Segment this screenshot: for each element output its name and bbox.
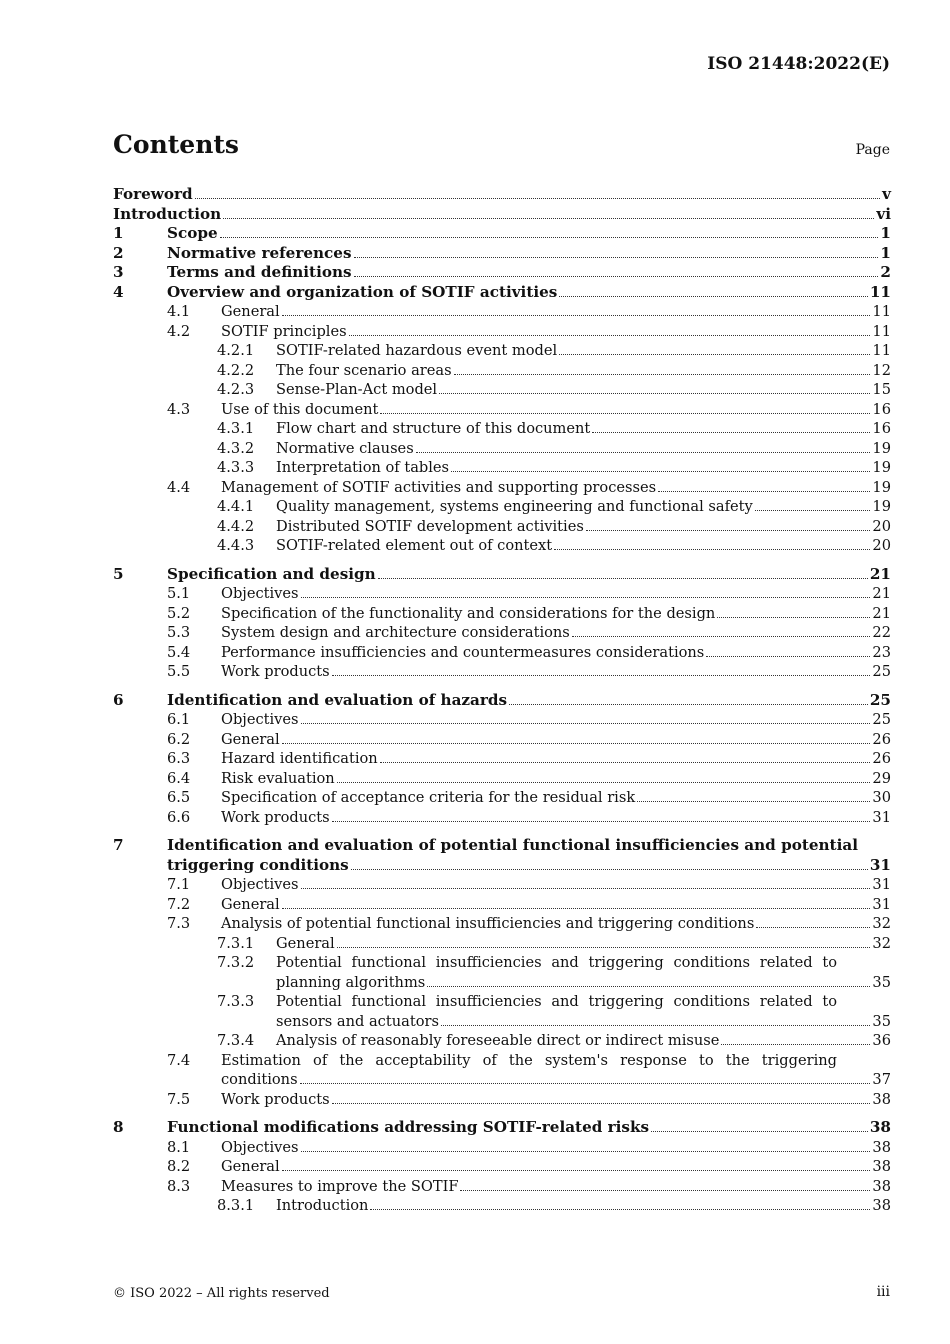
toc-entry-page: 19 [872, 478, 891, 496]
toc-entry-page: v [882, 185, 891, 203]
toc-entry-number: 4 [113, 282, 124, 301]
toc-entry-page: vi [876, 204, 891, 223]
toc-entry-page: 2 [880, 263, 891, 281]
dot-leader [380, 762, 871, 763]
toc-entry-number: 5.4 [167, 643, 191, 661]
toc-entry-number: 4.2 [167, 322, 191, 340]
dot-leader [301, 723, 871, 724]
toc-entry-title: Work products [221, 663, 330, 680]
toc-entry-row [221, 1090, 891, 1110]
toc-entry-row [276, 536, 891, 556]
toc-entry-page: 21 [872, 604, 891, 622]
toc-entry-page: 15 [872, 381, 891, 398]
toc-entry[interactable] [113, 1051, 891, 1071]
toc-entry-page: 29 [872, 769, 891, 787]
toc-entry-number: 7.3.3 [217, 993, 255, 1010]
toc-entry[interactable] [113, 1196, 891, 1216]
toc-entry-title: Introduction [276, 1197, 369, 1214]
dot-leader [658, 491, 870, 492]
toc-entry-page: 16 [872, 400, 891, 418]
toc-entry-number: 6.3 [167, 750, 191, 767]
toc-entry-number: 6.5 [167, 789, 191, 806]
toc-entry-row [221, 875, 891, 895]
toc-entry-page: 35 [872, 1012, 891, 1030]
toc-entry-number: 1 [113, 224, 124, 242]
toc-entry-page: 11 [872, 322, 891, 340]
toc-entry[interactable] [113, 1138, 891, 1158]
toc-entry-title-continued: triggering conditions [167, 855, 349, 874]
toc-entry-number: 7.2 [167, 895, 191, 913]
toc-entry-row [221, 302, 891, 322]
dot-leader [195, 198, 881, 199]
toc-entry-page: 31 [869, 855, 891, 874]
page-column-label: Page [855, 142, 890, 158]
toc-entry-row [221, 914, 891, 934]
toc-entry[interactable] [113, 497, 891, 517]
toc-entry-title: General [276, 934, 335, 952]
toc-entry-number: 8 [113, 1118, 124, 1136]
toc-entry-page: 21 [872, 585, 891, 602]
toc-entry-row [221, 322, 891, 342]
toc-entry-number: 4.4 [167, 478, 191, 496]
toc-entry-page: 36 [872, 1032, 891, 1049]
toc-entry[interactable] [113, 710, 891, 730]
toc-entry-number: 6.6 [167, 808, 191, 826]
toc-entry-page: 38 [872, 1158, 891, 1175]
toc-entry-title: SOTIF-related hazardous event model [276, 342, 558, 359]
toc-entry-title: General [221, 730, 280, 748]
toc-entry-title: Analysis of reasonably foreseeable direct or indirect misuse [276, 1032, 720, 1049]
toc-entry-row [221, 769, 891, 789]
toc-entry[interactable] [113, 836, 891, 856]
toc-entry-row [167, 856, 891, 876]
toc-entry[interactable] [113, 1070, 891, 1090]
toc-entry-page: 38 [872, 1090, 891, 1108]
dot-leader [441, 1025, 870, 1026]
footer-page-number: iii [876, 1284, 890, 1300]
toc-entry-number: 4.3.1 [217, 420, 255, 437]
toc-entry[interactable] [113, 1031, 891, 1051]
dot-leader [439, 393, 870, 394]
toc-entry-page: 22 [872, 624, 891, 641]
toc-entry-row [221, 400, 891, 420]
toc-entry[interactable] [113, 604, 891, 624]
toc-entry-page: 12 [872, 361, 891, 379]
toc-entry-row [276, 497, 891, 517]
toc-entry[interactable] [113, 953, 891, 973]
toc-entry[interactable] [113, 1157, 891, 1177]
table-of-contents [113, 185, 891, 1216]
toc-entry-row [276, 380, 891, 400]
toc-entry-number: 8.1 [167, 1138, 191, 1156]
toc-entry-title: The four scenario areas [276, 361, 452, 379]
toc-entry-row [113, 185, 891, 205]
toc-entry[interactable] [113, 875, 891, 895]
toc-entry-row [276, 973, 891, 993]
toc-entry-page: 26 [872, 750, 891, 767]
dot-leader [427, 986, 870, 987]
toc-entry-page: 38 [869, 1118, 891, 1136]
toc-entry-title: Performance insufficiencies and countermeasures considerations [221, 643, 705, 661]
dot-leader [282, 908, 871, 909]
toc-entry-page: 1 [880, 224, 891, 242]
toc-entry-row [221, 478, 891, 498]
toc-entry-number: 7.1 [167, 876, 191, 893]
toc-entry-title: Normative references [167, 243, 352, 262]
toc-entry-number: 5.3 [167, 624, 191, 641]
toc-entry[interactable] [113, 185, 891, 205]
dot-leader [586, 530, 871, 531]
toc-entry[interactable] [113, 1012, 891, 1032]
toc-entry-row [221, 623, 891, 643]
toc-entry-page: 26 [872, 730, 891, 748]
toc-entry[interactable] [113, 536, 891, 556]
toc-entry[interactable] [113, 224, 891, 244]
toc-entry[interactable] [113, 623, 891, 643]
toc-entry-page: 30 [872, 789, 891, 806]
dot-leader [755, 510, 871, 511]
dot-leader [721, 1044, 870, 1045]
toc-entry-row [221, 895, 891, 915]
toc-entry-row [167, 1118, 891, 1138]
toc-entry-title: General [221, 895, 280, 913]
toc-entry-title: Objectives [221, 876, 299, 893]
toc-entry-row [221, 808, 891, 828]
dot-leader [282, 315, 871, 316]
dot-leader [370, 1209, 870, 1210]
dot-leader [451, 471, 870, 472]
toc-entry[interactable] [113, 458, 891, 478]
toc-entry-row [221, 749, 891, 769]
toc-entry[interactable] [113, 361, 891, 381]
toc-entry-row [167, 565, 891, 585]
toc-entry-row [276, 934, 891, 954]
toc-entry[interactable] [113, 1118, 891, 1138]
toc-entry-title: Objectives [221, 711, 299, 728]
toc-entry-number: 7.4 [167, 1051, 191, 1069]
toc-entry-row [276, 439, 891, 459]
toc-entry-row [276, 341, 891, 361]
toc-entry[interactable] [113, 856, 891, 876]
toc-entry-number: 5.2 [167, 604, 191, 622]
toc-entry[interactable] [113, 749, 891, 769]
dot-leader [354, 257, 879, 258]
toc-entry-title: Estimation of the acceptability of the system's response to the triggering [221, 1051, 837, 1069]
toc-entry[interactable] [113, 341, 891, 361]
toc-entry-number: 7.3.4 [217, 1032, 255, 1049]
toc-entry[interactable] [113, 808, 891, 828]
toc-entry-title-continued: conditions [221, 1071, 298, 1088]
toc-entry-row [221, 643, 891, 663]
dot-leader [332, 1103, 871, 1104]
toc-entry-number: 4.4.3 [217, 537, 255, 554]
toc-entry[interactable] [113, 662, 891, 682]
toc-entry-page: 1 [880, 243, 891, 262]
toc-entry-page: 11 [872, 342, 891, 359]
dot-leader [572, 636, 871, 637]
toc-entry-row [167, 263, 891, 283]
document-id: ISO 21448:2022(E) [707, 54, 890, 74]
dot-leader [351, 869, 868, 870]
dot-leader [301, 888, 871, 889]
toc-entry-number: 2 [113, 243, 124, 262]
dot-leader [454, 374, 871, 375]
dot-leader [592, 432, 870, 433]
toc-entry-title: SOTIF principles [221, 322, 347, 340]
toc-entry-page: 38 [872, 1138, 891, 1156]
toc-entry-title: Work products [221, 1090, 330, 1108]
toc-entry[interactable] [113, 788, 891, 808]
dot-leader [223, 218, 874, 219]
toc-entry-page: 19 [872, 439, 891, 457]
toc-entry-number: 4.2.2 [217, 361, 255, 379]
toc-entry-title: Management of SOTIF activities and supporting processes [221, 478, 657, 496]
toc-entry[interactable] [113, 322, 891, 342]
toc-entry-page: 23 [872, 643, 891, 661]
toc-entry-title: Risk evaluation [221, 769, 335, 787]
dot-leader [300, 1083, 871, 1084]
dot-leader [706, 656, 870, 657]
toc-entry-row [276, 1012, 891, 1032]
toc-entry-page: 19 [872, 498, 891, 515]
toc-entry-title: Quality management, systems engineering and functional safety [276, 498, 753, 515]
toc-entry[interactable] [113, 895, 891, 915]
toc-entry-page: 37 [872, 1071, 891, 1088]
footer-copyright: © ISO 2022 – All rights reserved [113, 1286, 330, 1301]
dot-leader [301, 597, 871, 598]
dot-leader [332, 675, 871, 676]
dot-leader [354, 276, 879, 277]
toc-entry-row [167, 224, 891, 244]
toc-entry-title: Distributed SOTIF development activities [276, 517, 584, 535]
toc-entry-title-continued: planning algorithms [276, 973, 426, 991]
toc-entry-title: Sense-Plan-Act model [276, 381, 438, 398]
toc-entry[interactable] [113, 1090, 891, 1110]
toc-entry-title: Foreword [113, 185, 193, 203]
toc-entry[interactable] [113, 302, 891, 322]
toc-entry-number: 3 [113, 263, 124, 281]
toc-entry-title: Objectives [221, 585, 299, 602]
toc-entry-title: Functional modifications addressing SOTIF-related risks [167, 1118, 650, 1136]
toc-entry-row [113, 205, 891, 225]
toc-entry-row [276, 1196, 891, 1216]
toc-entry[interactable] [113, 283, 891, 303]
toc-entry-page: 25 [872, 711, 891, 728]
toc-entry[interactable] [113, 691, 891, 711]
toc-entry-title: Specification and design [167, 564, 376, 583]
toc-entry-number: 7.3.1 [217, 934, 255, 952]
toc-entry-page: 11 [872, 303, 891, 320]
toc-entry[interactable] [113, 380, 891, 400]
dot-leader [717, 617, 870, 618]
toc-entry[interactable] [113, 244, 891, 264]
toc-entry-page: 16 [872, 420, 891, 437]
toc-entry-page: 11 [869, 282, 891, 301]
toc-entry-title: Potential functional insufficiencies and triggering conditions related to [276, 993, 837, 1010]
toc-entry-page: 31 [872, 876, 891, 893]
toc-entry-number: 6.1 [167, 711, 191, 728]
toc-entry-row [276, 361, 891, 381]
toc-entry-number: 4.4.1 [217, 498, 255, 515]
toc-entry-title: Analysis of potential functional insufficiencies and triggering conditions [221, 915, 755, 932]
toc-entry-row [276, 419, 891, 439]
toc-entry[interactable] [113, 263, 891, 283]
toc-entry-number: 4.2.1 [217, 342, 255, 359]
toc-entry[interactable] [113, 1177, 891, 1197]
toc-entry-row [221, 710, 891, 730]
toc-entry-title: Hazard identification [221, 750, 378, 767]
toc-entry[interactable] [113, 643, 891, 663]
toc-entry-page: 32 [872, 934, 891, 952]
toc-entry-row [221, 1177, 891, 1197]
toc-entry-number: 4.1 [167, 303, 191, 320]
toc-entry-number: 4.3.3 [217, 459, 255, 476]
toc-entry-title: Terms and definitions [167, 263, 352, 281]
toc-entry-page: 38 [872, 1197, 891, 1214]
toc-entry-page: 35 [872, 973, 891, 991]
toc-entry[interactable] [113, 478, 891, 498]
toc-entry-row [221, 730, 891, 750]
toc-entry-page: 31 [872, 808, 891, 826]
toc-entry[interactable] [113, 730, 891, 750]
toc-entry-title: Flow chart and structure of this document [276, 420, 591, 437]
toc-entry-title: System design and architecture considerations [221, 624, 570, 641]
toc-entry-title: Work products [221, 808, 330, 826]
toc-entry-title: Identification and evaluation of hazards [167, 690, 508, 709]
toc-entry-row [167, 244, 891, 264]
toc-entry-number: 4.4.2 [217, 517, 255, 535]
toc-entry[interactable] [113, 769, 891, 789]
toc-entry-page: 38 [872, 1177, 891, 1195]
toc-entry-row [221, 1070, 891, 1090]
toc-entry[interactable] [113, 584, 891, 604]
page-title: Contents [113, 130, 240, 159]
toc-entry[interactable] [113, 517, 891, 537]
toc-entry-row [221, 604, 891, 624]
toc-entry-row [221, 1157, 891, 1177]
toc-entry-number: 4.2.3 [217, 381, 255, 398]
toc-entry-title: Overview and organization of SOTIF activities [167, 282, 558, 301]
toc-entry-number: 8.3.1 [217, 1197, 255, 1214]
toc-entry-row [221, 584, 891, 604]
toc-entry-number: 4.3.2 [217, 439, 255, 457]
toc-entry-row [167, 691, 891, 711]
toc-entry-title: Use of this document [221, 400, 379, 418]
toc-entry[interactable] [113, 992, 891, 1012]
toc-entry-number: 4.3 [167, 400, 191, 418]
dot-leader [301, 1151, 871, 1152]
toc-entry[interactable] [113, 565, 891, 585]
dot-leader [337, 947, 871, 948]
toc-entry-title: General [221, 303, 280, 320]
dot-leader [651, 1131, 868, 1132]
toc-entry-number: 5.5 [167, 663, 191, 680]
toc-entry-number: 7 [113, 836, 124, 854]
toc-entry-number: 6 [113, 690, 124, 709]
toc-entry-page: 25 [869, 690, 891, 709]
toc-entry-title: Scope [167, 224, 218, 242]
toc-entry-row [276, 458, 891, 478]
toc-entry-title: Identification and evaluation of potential functional insufficiencies and potential [167, 836, 858, 854]
toc-entry-row [221, 662, 891, 682]
dot-leader [337, 782, 871, 783]
toc-entry[interactable] [113, 934, 891, 954]
toc-entry[interactable] [113, 973, 891, 993]
toc-entry-title: Specification of the functionality and considerations for the design [221, 604, 716, 622]
dot-leader [554, 549, 870, 550]
toc-entry-title: Measures to improve the SOTIF [221, 1177, 459, 1195]
toc-entry-number: 8.3 [167, 1177, 191, 1195]
dot-leader [637, 801, 870, 802]
toc-entry-title: Interpretation of tables [276, 459, 450, 476]
toc-entry[interactable] [113, 400, 891, 420]
toc-entry-title-continued: sensors and actuators [276, 1012, 439, 1030]
toc-entry[interactable] [113, 914, 891, 934]
toc-entry-number: 5.1 [167, 585, 191, 602]
toc-entry-page: 32 [872, 915, 891, 932]
toc-entry-title: Potential functional insufficiencies and triggering conditions related to [276, 954, 837, 971]
toc-entry-title: Objectives [221, 1138, 299, 1156]
toc-entry-number: 5 [113, 564, 124, 583]
toc-entry[interactable] [113, 419, 891, 439]
toc-entry-title: Introduction [113, 204, 222, 223]
toc-entry-number: 7.3 [167, 915, 191, 932]
toc-entry-number: 8.2 [167, 1158, 191, 1175]
toc-entry-title: SOTIF-related element out of context [276, 537, 553, 554]
toc-entry-number: 6.2 [167, 730, 191, 748]
dot-leader [509, 704, 868, 705]
toc-entry-title: Normative clauses [276, 439, 414, 457]
dot-leader [756, 927, 870, 928]
dot-leader [282, 1170, 871, 1171]
toc-entry-row [276, 517, 891, 537]
toc-entry-title: Specification of acceptance criteria for the residual risk [221, 789, 636, 806]
toc-entry-title: General [221, 1158, 280, 1175]
dot-leader [460, 1190, 870, 1191]
dot-leader [282, 743, 871, 744]
toc-entry[interactable] [113, 205, 891, 225]
dot-leader [416, 452, 871, 453]
dot-leader [332, 821, 871, 822]
dot-leader [378, 578, 868, 579]
toc-entry-number: 7.3.2 [217, 954, 255, 971]
toc-entry-row [221, 1138, 891, 1158]
toc-entry-page: 31 [872, 895, 891, 913]
toc-entry-row [276, 1031, 891, 1051]
dot-leader [559, 296, 868, 297]
toc-entry-row [221, 788, 891, 808]
toc-entry-number: 6.4 [167, 769, 191, 787]
toc-entry-page: 20 [872, 537, 891, 554]
toc-entry-page: 21 [869, 564, 891, 583]
toc-entry-row [167, 283, 891, 303]
dot-leader [380, 413, 870, 414]
dot-leader [349, 335, 871, 336]
dot-leader [559, 354, 870, 355]
toc-entry-page: 20 [872, 517, 891, 535]
toc-entry[interactable] [113, 439, 891, 459]
toc-entry-page: 25 [872, 663, 891, 680]
dot-leader [220, 237, 879, 238]
toc-entry-number: 7.5 [167, 1090, 191, 1108]
toc-entry-page: 19 [872, 459, 891, 476]
